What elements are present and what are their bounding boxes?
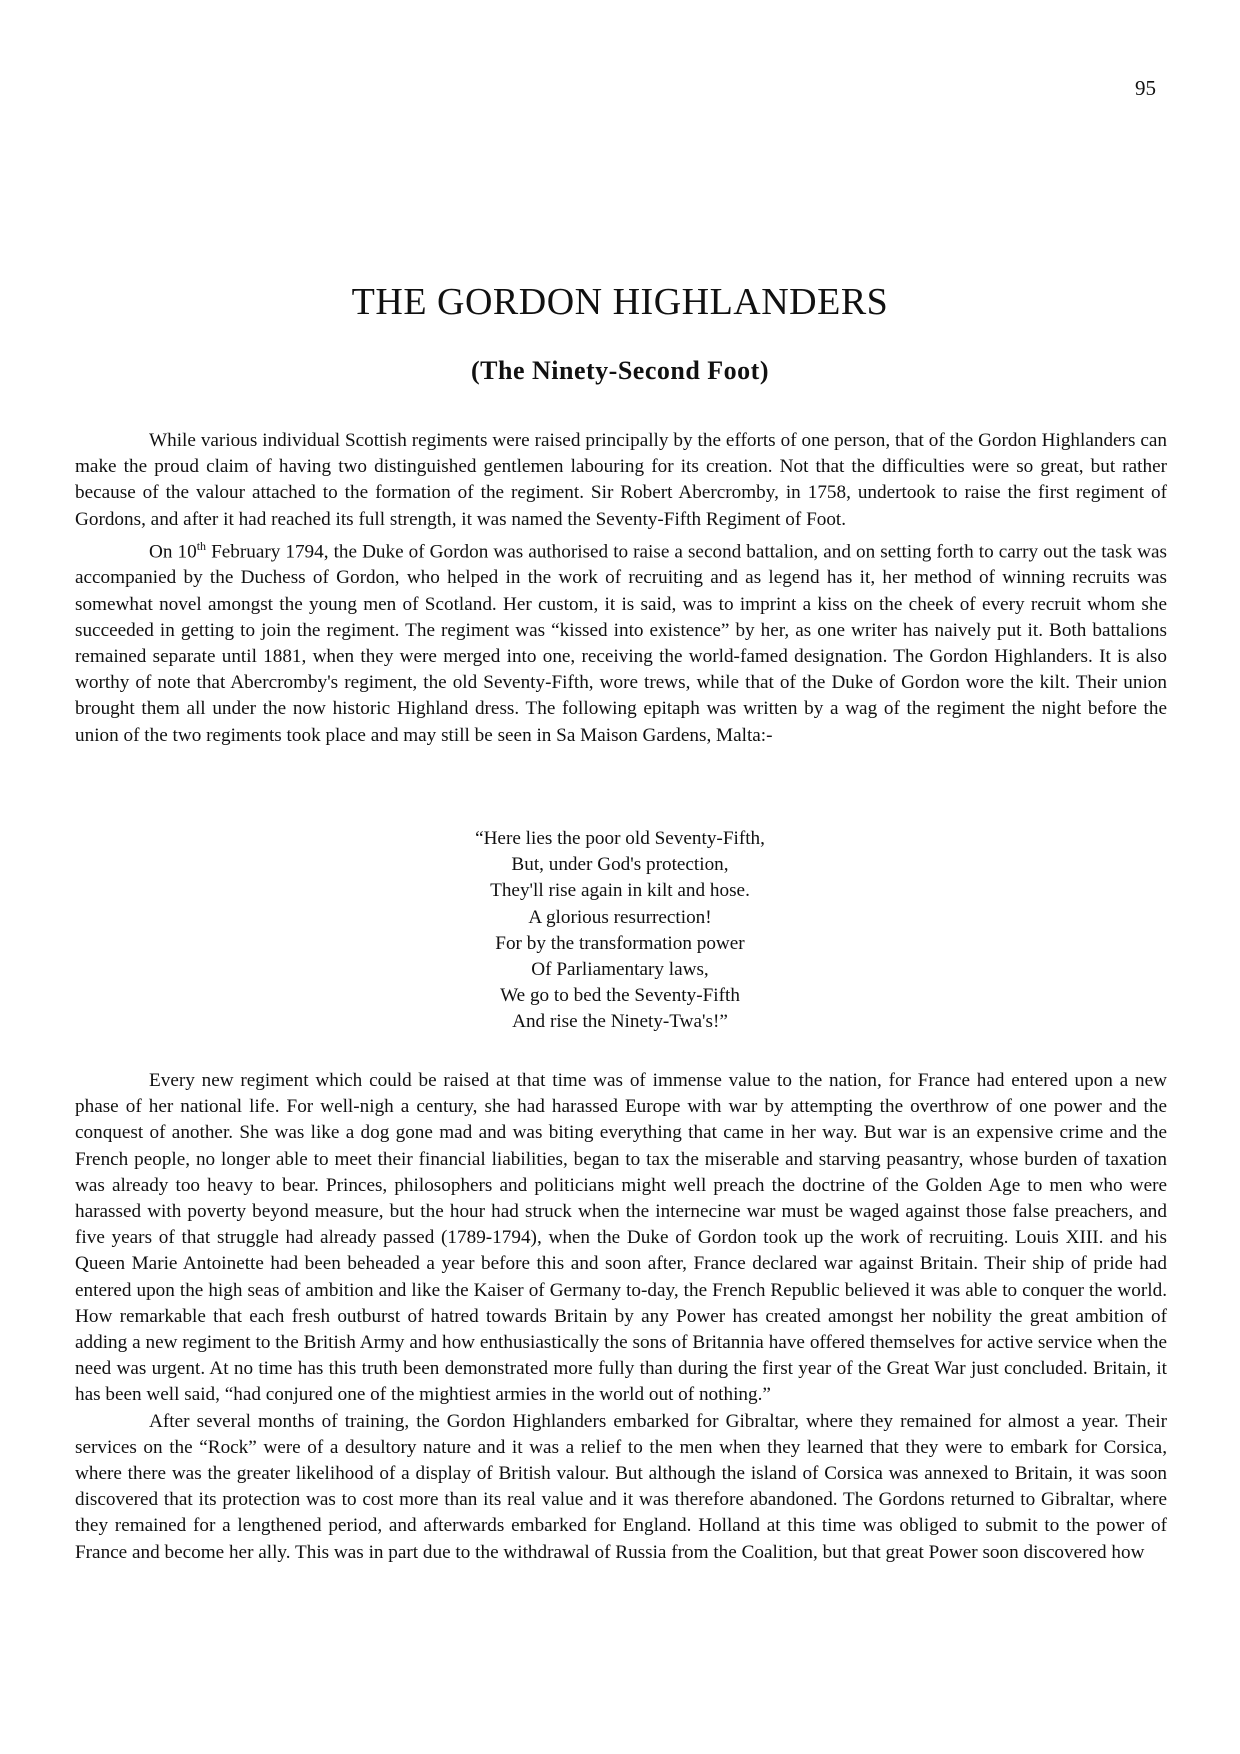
page-subtitle: (The Ninety-Second Foot): [471, 356, 769, 385]
paragraph-1: While various individual Scottish regiments were raised principally by the efforts of one person, that of the Gordon Highlanders can make the proud claim of having two distinguished gentlemen labouring for its creation. Not that the difficulties were so great, but rather because of the valour attached to the formation of the regiment. Sir Robert Abercromby, in 1758, undertook to raise the first regiment of Gordons, and after it had reached its full strength, it was named the Seventy-Fifth Regiment of Foot.: [75, 430, 1167, 530]
paragraph-3: Every new regiment which could be raised at that time was of immense value to the nation, for France had entered upon a new phase of her national life. For well-nigh a century, she had harassed Europe with war by attempting the overthrow of one power and the conquest of another. She was like a dog gone mad and was biting everything that came in her way. But war is an expensive crime and the French people, no longer able to meet their financial liabilities, began to tax the miserable and starving peasantry, whose burden of taxation was already too heavy to bear. Princes, philosophers and politicians might well preach the doctrine of the Golden Age to men who were harassed with poverty beyond measure, but the hour had struck when the internecine war must be waged against those false preachers, and five years of that struggle had already passed (1789-1794), when the Duke of Gordon took up the work of recruiting. Louis XIII. and his Queen Marie Antoinette had been beheaded a year before this and soon after, France declared war against Britain. Their ship of pride had entered upon the high seas of ambition and like the Kaiser of Germany to-day, the French Republic believed it was able to conquer the world. How remarkable that each fresh outburst of hatred towards Britain by any Power has created amongst her nobility the great ambition of adding a new regiment to the British Army and how enthusiastically the sons of Britannia have offered themselves for active service when the need was urgent. At no time has this truth been demonstrated more fully than during the first year of the Great War just concluded. Britain, it has been well said, “had conjured one of the mightiest armies in the world out of nothing.”: [75, 1070, 1167, 1406]
poem-line: For by the transformation power: [495, 932, 745, 954]
epitaph-poem: [0, 826, 1240, 1036]
poem-line: But, under God's protection,: [511, 854, 729, 876]
body-text-upper: [75, 428, 1167, 749]
page-number: 95: [1135, 76, 1156, 100]
poem-line: A glorious resurrection!: [528, 906, 712, 928]
poem-line: “Here lies the poor old Seventy-Fifth,: [475, 828, 765, 849]
poem-line: We go to bed the Seventy-Fifth: [500, 985, 740, 1007]
poem-line: Of Parliamentary laws,: [531, 959, 709, 981]
page-title: THE GORDON HIGHLANDERS: [351, 281, 889, 323]
paragraph-2-rest: February 1794, the Duke of Gordon was authorised to raise a second battalion, and on setting forth to carry out the task was accompanied by the Duchess of Gordon, who helped in the work of recruiting and as legend has it, her method of winning recruits was somewhat novel amongst the young men of Scotland. Her custom, it is said, was to imprint a kiss on the cheek of every recruit whom she succeeded in getting to join the regiment. The regiment was “kissed into existence” by her, as one writer has naively put it. Both battalions remained separate until 1881, when they were merged into one, receiving the world-famed designation. The Gordon Highlanders. It is also worthy of note that Abercromby's regiment, the old Seventy-Fifth, wore trews, while that of the Duke of Gordon wore the kilt. Their union brought them all under the now historic Highland dress. The following epitaph was written by a wag of the regiment the night before the union of the two regiments took place and may still be seen in Sa Maison Gardens, Malta:-: [75, 541, 1168, 746]
paragraph-2-lead: On 10: [149, 541, 197, 563]
paragraph-4: After several months of training, the Gordon Highlanders embarked for Gibraltar, where they remained for almost a year. Their services on the “Rock” were of a desultory nature and it was a relief to the men when they learned that they were to embark for Corsica, where there was the greater likelihood of a display of British valour. But although the island of Corsica was annexed to Britain, it was soon discovered that its protection was to cost more than its real value and it was therefore abandoned. The Gordons returned to Gibraltar, where they remained for a lengthened period, and afterwards embarked for England. Holland at this time was obliged to submit to the power of France and become her ally. This was in part due to the withdrawal of Russia from the Coalition, but that great Power soon discovered how: [75, 1410, 1167, 1563]
poem-line: They'll rise again in kilt and hose.: [490, 880, 750, 902]
body-text-lower: [75, 1068, 1167, 1566]
ordinal-suffix: th: [196, 538, 207, 553]
paragraph-2: [75, 533, 1167, 749]
poem-line: And rise the Ninety-Twa's!”: [512, 1011, 728, 1033]
